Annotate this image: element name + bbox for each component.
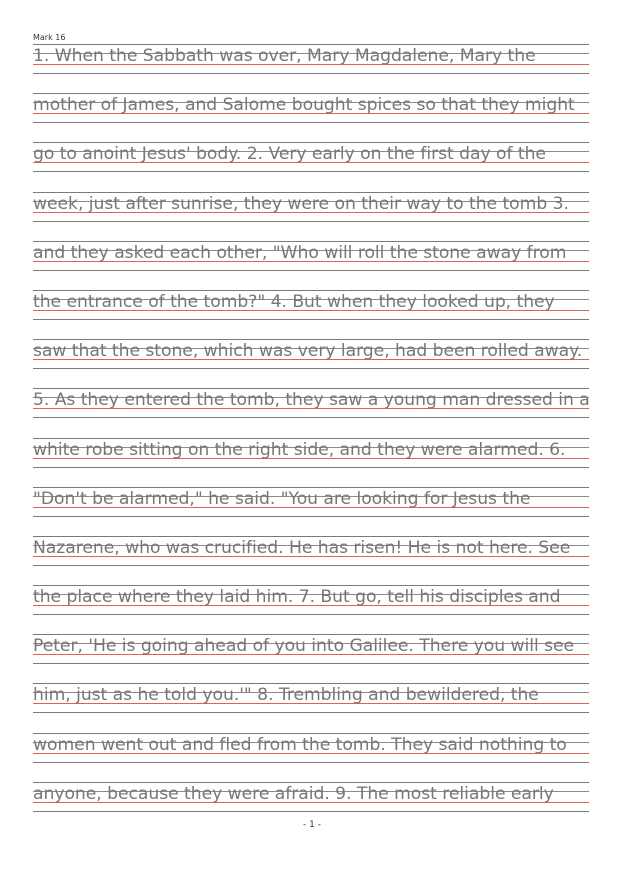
- handwriting-rows: [33, 44, 589, 831]
- guide-line-bottom: [33, 417, 589, 418]
- trace-text: 5. As they entered the tomb, they saw a young man dressed in a: [33, 390, 590, 411]
- guide-line-bottom: [33, 73, 589, 74]
- trace-text: mother of James, and Salome bought spices so that they might: [33, 95, 575, 116]
- guide-line-bottom: [33, 122, 589, 123]
- handwriting-row: [33, 634, 589, 683]
- guide-line-bottom: [33, 614, 589, 615]
- trace-text: the entrance of the tomb?" 4. But when they looked up, they: [33, 291, 555, 312]
- guide-line-bottom: [33, 516, 589, 517]
- guide-line-bottom: [33, 712, 589, 713]
- trace-text: 1. When the Sabbath was over, Mary Magdalene, Mary the: [33, 46, 536, 66]
- guide-line-bottom: [33, 565, 589, 566]
- guide-line-bottom: [33, 811, 589, 812]
- trace-text: women went out and fled from the tomb. They said nothing to: [33, 734, 567, 755]
- guide-line-bottom: [33, 221, 589, 222]
- handwriting-row: [33, 241, 589, 290]
- guide-line-bottom: [33, 319, 589, 320]
- handwriting-row: [33, 388, 589, 437]
- trace-text: week, just after sunrise, they were on their way to the tomb 3.: [33, 193, 569, 214]
- handwriting-row: [33, 192, 589, 241]
- handwriting-row: [33, 290, 589, 339]
- trace-text: Nazarene, who was crucified. He has risen! He is not here. See: [33, 537, 571, 558]
- page-title: Mark 16: [33, 33, 66, 42]
- guide-line-bottom: [33, 762, 589, 763]
- handwriting-row: [33, 438, 589, 487]
- handwriting-row: [33, 585, 589, 634]
- trace-text: white robe sitting on the right side, and they were alarmed. 6.: [33, 439, 566, 460]
- trace-text: Peter, 'He is going ahead of you into Galilee. There you will see: [33, 636, 575, 657]
- page-number: - 1 -: [303, 820, 321, 830]
- trace-text: go to anoint Jesus' body. 2. Very early on the first day of the: [33, 144, 546, 165]
- handwriting-row: [33, 339, 589, 388]
- trace-text: him, just as he told you.'" 8. Trembling and bewildered, the: [33, 685, 539, 706]
- trace-text: anyone, because they were afraid. 9. The most reliable early: [33, 783, 554, 804]
- guide-line-bottom: [33, 467, 589, 468]
- handwriting-row: [33, 142, 589, 191]
- guide-line-bottom: [33, 171, 589, 172]
- guide-line-bottom: [33, 368, 589, 369]
- handwriting-row: [33, 487, 589, 536]
- guide-line-bottom: [33, 663, 589, 664]
- guide-line-bottom: [33, 270, 589, 271]
- trace-text: the place where they laid him. 7. But go, tell his disciples and: [33, 587, 561, 608]
- trace-text: saw that the stone, which was very large, had been rolled away.: [33, 341, 583, 362]
- handwriting-row: [33, 44, 589, 93]
- handwriting-row: [33, 93, 589, 142]
- handwriting-row: [33, 536, 589, 585]
- trace-text: "Don't be alarmed," he said. "You are looking for Jesus the: [33, 488, 531, 509]
- trace-text: and they asked each other, "Who will roll the stone away from: [33, 242, 567, 263]
- handwriting-row: [33, 683, 589, 732]
- handwriting-row: [33, 733, 589, 782]
